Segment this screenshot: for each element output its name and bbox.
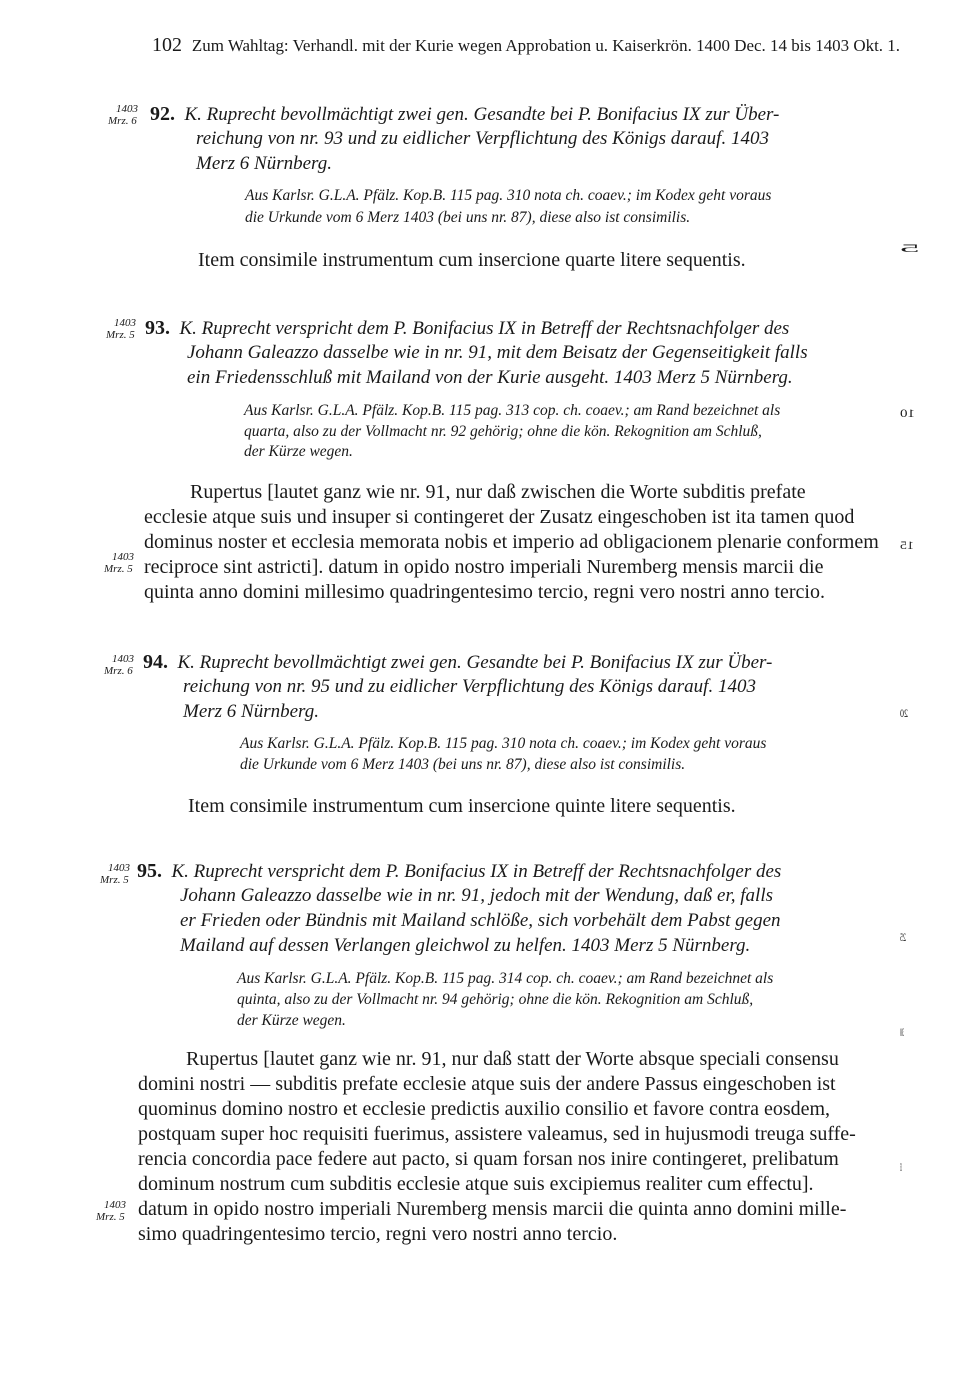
source-line: der Kürze wegen. <box>244 443 353 460</box>
margin-date: 1403 Mrz. 6 <box>108 103 138 127</box>
text-line: Item consimile instrumentum cum insercione quinte litere sequentis. <box>188 795 736 817</box>
regest-line: reichung von nr. 93 und zu eidlicher Verpflichtung des Königs darauf. 1403 <box>196 128 769 149</box>
margin-date: 1403 Mrz. 5 <box>106 317 136 341</box>
source-line: quinta, also zu der Vollmacht nr. 94 gehörig; ohne die kön. Rekognition am Schluß, <box>237 991 754 1008</box>
text-line: simo quadringentesimo tercio, regni vero nostri anno tercio. <box>138 1223 618 1245</box>
source-line: Aus Karlsr. G.L.A. Pfälz. Kop.B. 115 pag. 310 nota ch. coaev.; im Kodex geht voraus <box>245 187 772 204</box>
source-line: Aus Karlsr. G.L.A. Pfälz. Kop.B. 115 pag. 310 nota ch. coaev.; im Kodex geht voraus <box>240 735 767 752</box>
source-line: Aus Karlsr. G.L.A. Pfälz. Kop.B. 115 pag. 313 cop. ch. coaev.; am Rand bezeichnet als <box>244 402 781 419</box>
regest-line: Johann Galeazzo dasselbe wie in nr. 91, jedoch mit der Wendung, daß er, falls <box>180 885 774 906</box>
text-line: postquam super hoc requisiti fuerimus, assistere valeamus, sed in hujusmodi treuga suffe- <box>138 1123 856 1145</box>
text-line: reciproce sint astricti]. datum in opido nostro imperiali Nuremberg mensis marcii die <box>144 556 824 578</box>
page-number: 102 <box>152 34 182 56</box>
line-number: 30 <box>900 1027 904 1039</box>
line-number: 15 <box>900 540 914 552</box>
line-number: 35 <box>900 1162 902 1174</box>
line-number: 5 <box>900 243 920 255</box>
regest-line: er Frieden oder Bündnis mit Mailand schlöße, sich vorbehält dem Pabst gegen <box>180 910 781 931</box>
entry-number: 95. <box>137 860 162 882</box>
source-line: quarta, also zu der Vollmacht nr. 92 gehörig; ohne die kön. Rekognition am Schluß, <box>244 423 762 440</box>
margin-date: 1403 Mrz. 5 <box>96 1199 126 1223</box>
regest-line: Merz 6 Nürnberg. <box>183 701 319 722</box>
regest-line: reichung von nr. 95 und zu eidlicher Verpflichtung des Königs darauf. 1403 <box>183 676 756 697</box>
line-number: 25 <box>900 932 906 944</box>
text-line: ecclesie atque suis und insuper si contingeret der Zusatz eingeschoben ist ita tamen quod <box>144 506 855 528</box>
margin-date: 1403 Mrz. 5 <box>100 862 130 886</box>
regest-line: Johann Galeazzo dasselbe wie in nr. 91, mit dem Beisatz der Gegenseitigkeit falls <box>187 342 808 363</box>
running-header <box>152 34 900 57</box>
text-line: datum in opido nostro imperiali Nuremberg mensis marcii die quinta anno domini mille- <box>138 1198 847 1220</box>
entry-heading: 92. K. Ruprecht bevollmächtigt zwei gen. Gesandte bei P. Bonifacius IX zur Über- <box>150 103 780 125</box>
text-line: Rupertus [lautet ganz wie nr. 91, nur daß zwischen die Worte subditis prefate <box>190 481 806 503</box>
margin-date: 1403 Mrz. 5 <box>104 551 134 575</box>
text-line: rencia concordia pace federe aut pacto, si quam forsan nos inire contingeret, prelibatum <box>138 1148 839 1170</box>
text-line: quinta anno domini millesimo quadringentesimo tercio, regni vero nostri anno tercio. <box>144 581 825 603</box>
regest-line: Mailand auf dessen Verlangen gleichwol zu helfen. 1403 Merz 5 Nürnberg. <box>180 935 751 956</box>
entry-heading: 95. K. Ruprecht verspricht dem P. Bonifacius IX in Betreff der Rechtsnachfolger des <box>137 860 782 882</box>
source-line: die Urkunde vom 6 Merz 1403 (bei uns nr. 87), diese also ist consimilis. <box>245 209 691 226</box>
text-line: dominus noster et ecclesia memorata nobis et imperio ad obligacionem plenarie conformem <box>144 531 879 553</box>
text-line: Item consimile instrumentum cum insercione quarte litere sequentis. <box>198 249 746 271</box>
regest-line: Merz 6 Nürnberg. <box>196 153 332 174</box>
entry-number: 92. <box>150 103 175 125</box>
line-number: 10 <box>900 408 915 420</box>
margin-date: 1403 Mrz. 6 <box>104 653 134 677</box>
source-line: Aus Karlsr. G.L.A. Pfälz. Kop.B. 115 pag. 314 cop. ch. coaev.; am Rand bezeichnet als <box>237 970 774 987</box>
line-number: 20 <box>900 708 908 720</box>
text-line: quominus domino nostro et ecclesie predictis auxilio consilio et favore contra eosdem, <box>138 1098 831 1120</box>
entry-heading: 93. K. Ruprecht verspricht dem P. Bonifacius IX in Betreff der Rechtsnachfolger des <box>145 317 790 339</box>
source-line: der Kürze wegen. <box>237 1012 346 1029</box>
entry-heading: 94. K. Ruprecht bevollmächtigt zwei gen. Gesandte bei P. Bonifacius IX zur Über- <box>143 651 773 673</box>
entry-number: 94. <box>143 651 168 673</box>
source-line: die Urkunde vom 6 Merz 1403 (bei uns nr. 87), diese also ist consimilis. <box>240 756 686 773</box>
entry-number: 93. <box>145 317 170 339</box>
text-line: dominum nostrum cum subditis ecclesie atque suis excipiemus realiter cum effectu]. <box>138 1173 814 1195</box>
text-line: domini nostri — subditis prefate ecclesie atque suis der andere Passus eingeschoben ist <box>138 1073 836 1095</box>
text-line: Rupertus [lautet ganz wie nr. 91, nur daß statt der Worte absque speciali consensu <box>186 1048 839 1070</box>
regest-line: ein Friedensschluß mit Mailand von der Kurie ausgeht. 1403 Merz 5 Nürnberg. <box>187 367 793 388</box>
running-title: Zum Wahltag: Verhandl. mit der Kurie wegen Approbation u. Kaiserkrön. 1400 Dec. 14 bis 1403 Okt. 1. <box>191 36 900 55</box>
